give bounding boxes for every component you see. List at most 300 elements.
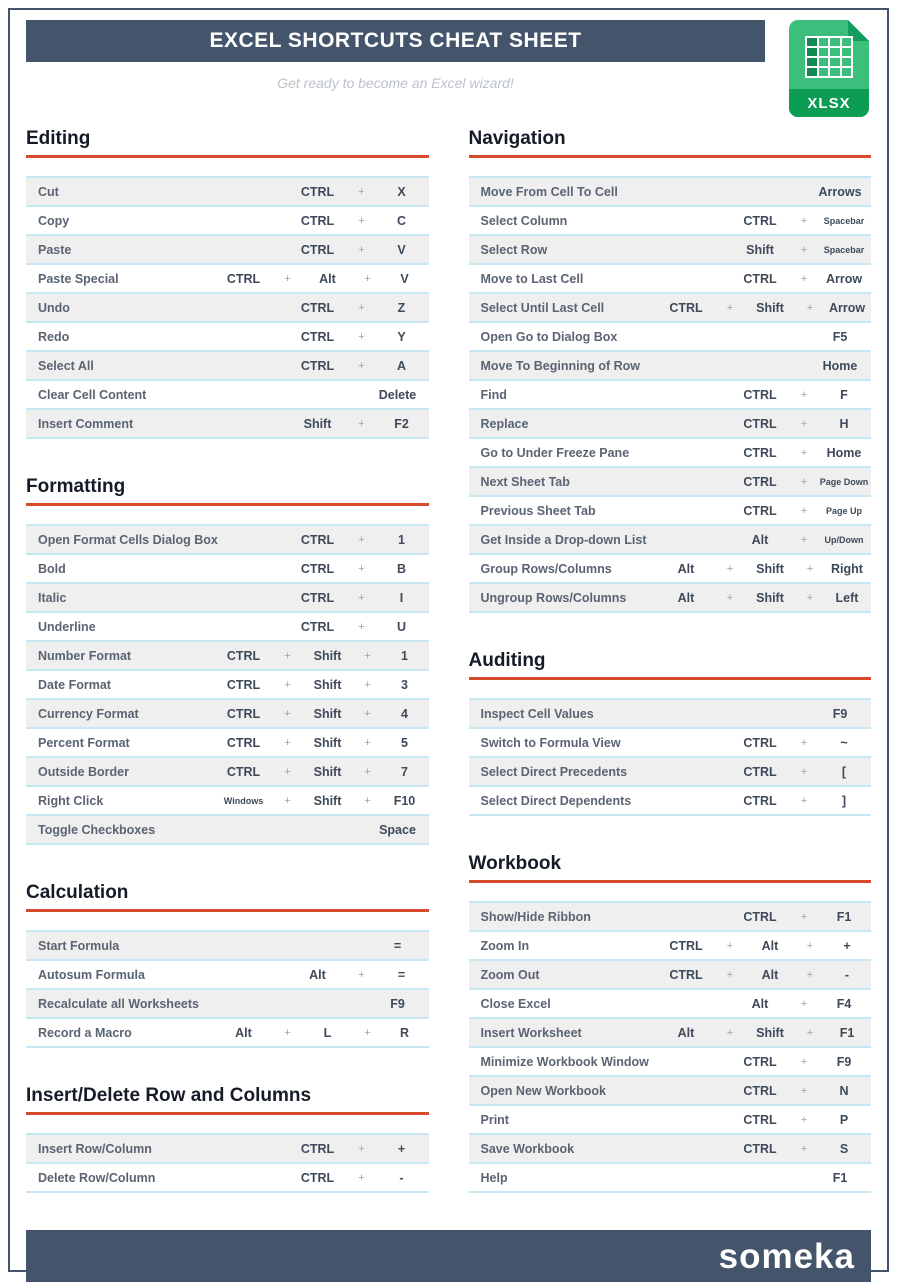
plus-separator: + — [806, 301, 814, 314]
shortcut-key: CTRL — [300, 300, 335, 315]
plus-separator: + — [806, 562, 814, 575]
shortcut-row — [469, 524, 872, 553]
shortcut-row — [469, 205, 872, 234]
section-title: Editing — [26, 128, 429, 158]
shortcut-key: Shift — [313, 764, 342, 779]
shortcut-key: CTRL — [226, 648, 261, 663]
shortcut-key: A — [396, 358, 407, 373]
shortcut-key: Shift — [313, 735, 342, 750]
shortcut-label: Select Direct Precedents — [480, 764, 628, 779]
shortcut-label: Close Excel — [480, 996, 551, 1011]
shortcut-table — [469, 901, 872, 1193]
shortcut-key: ~ — [840, 735, 848, 750]
section-insert-delete-row-and-columns — [26, 1085, 429, 1193]
shortcut-key: Shift — [756, 561, 784, 576]
shortcut-label: Previous Sheet Tab — [480, 503, 596, 518]
plus-separator: + — [284, 765, 291, 778]
shortcut-row — [469, 582, 872, 611]
shortcut-key: ] — [841, 793, 847, 808]
shortcut-key: Delete — [378, 387, 417, 402]
shortcut-key: B — [396, 561, 407, 576]
shortcut-key: Alt — [235, 1025, 252, 1040]
shortcut-label: Insert Comment — [38, 416, 134, 431]
shortcut-label: Select Row — [480, 242, 548, 257]
shortcut-row — [469, 553, 872, 582]
shortcut-row — [469, 437, 872, 466]
shortcut-label: Select Direct Dependents — [480, 793, 632, 808]
shortcut-row — [469, 727, 872, 756]
shortcut-label: Paste — [38, 242, 72, 257]
plus-separator: + — [800, 997, 808, 1010]
shortcut-key: 5 — [401, 735, 408, 750]
shortcut-key: CTRL — [743, 213, 777, 228]
shortcut-label: Right Click — [38, 793, 104, 808]
shortcut-key: CTRL — [743, 764, 777, 779]
shortcut-key: CTRL — [743, 1112, 777, 1127]
shortcut-key: 4 — [401, 706, 408, 721]
shortcut-key: Shift — [756, 1025, 784, 1040]
shortcut-row — [469, 698, 872, 727]
shortcut-table — [26, 524, 429, 845]
plus-separator: + — [284, 1026, 291, 1039]
shortcut-key: Shift — [313, 706, 342, 721]
shortcut-label: Toggle Checkboxes — [38, 822, 156, 837]
shortcut-key: F10 — [393, 793, 416, 808]
plus-separator: + — [726, 591, 734, 604]
shortcut-key: Alt — [309, 967, 326, 982]
section-navigation — [469, 128, 872, 613]
shortcut-label: Clear Cell Content — [38, 387, 147, 402]
shortcut-label: Go to Under Freeze Pane — [480, 445, 630, 460]
shortcut-key: Alt — [677, 590, 695, 605]
plus-separator: + — [358, 417, 365, 430]
shortcut-key: Shift — [756, 300, 784, 315]
shortcut-label: Save Workbook — [480, 1141, 575, 1156]
shortcut-label: Find — [480, 387, 507, 402]
spreadsheet-grid-icon — [805, 36, 853, 78]
shortcut-key: Arrows — [818, 184, 862, 199]
shortcut-key: CTRL — [743, 1083, 777, 1098]
page-title: EXCEL SHORTCUTS CHEAT SHEET — [209, 29, 582, 52]
shortcut-table — [26, 176, 429, 439]
shortcut-row — [469, 292, 872, 321]
shortcut-key: CTRL — [300, 242, 335, 257]
plus-separator: + — [358, 243, 365, 256]
shortcut-row — [26, 292, 429, 321]
shortcut-label: Redo — [38, 329, 70, 344]
shortcut-row — [469, 263, 872, 292]
page-subtitle: Get ready to become an Excel wizard! — [277, 75, 514, 91]
shortcut-key: CTRL — [300, 532, 335, 547]
plus-separator: + — [800, 243, 808, 256]
plus-separator: + — [358, 562, 365, 575]
shortcut-key: Left — [835, 590, 859, 605]
shortcut-row — [469, 466, 872, 495]
plus-separator: + — [364, 736, 371, 749]
plus-separator: + — [364, 794, 371, 807]
shortcut-key: Up/Down — [824, 534, 864, 545]
shortcut-label: Print — [480, 1112, 509, 1127]
shortcut-key: Spacebar — [823, 244, 865, 255]
shortcut-key: CTRL — [743, 1054, 777, 1069]
shortcut-key: CTRL — [300, 590, 335, 605]
plus-separator: + — [284, 794, 291, 807]
shortcut-key: L — [323, 1025, 332, 1040]
plus-separator: + — [800, 446, 808, 459]
shortcut-row — [26, 1133, 429, 1162]
shortcut-key: Spacebar — [823, 215, 865, 226]
shortcut-key: [ — [841, 764, 847, 779]
shortcut-key: Shift — [746, 242, 774, 257]
shortcut-key: CTRL — [300, 1170, 335, 1185]
shortcut-row — [26, 408, 429, 437]
plus-separator: + — [358, 359, 365, 372]
shortcut-label: Show/Hide Ribbon — [480, 909, 591, 924]
someka-logo: someka — [718, 1236, 855, 1276]
shortcut-label: Copy — [38, 213, 70, 228]
shortcut-row — [469, 930, 872, 959]
shortcut-row — [469, 321, 872, 350]
plus-separator: + — [358, 968, 365, 981]
shortcut-row — [26, 814, 429, 843]
shortcut-key: Right — [831, 561, 863, 576]
shortcut-label: Switch to Formula View — [480, 735, 621, 750]
shortcut-key: - — [844, 967, 850, 982]
shortcut-row — [26, 640, 429, 669]
shortcut-label: Get Inside a Drop-down List — [480, 532, 647, 547]
section-workbook — [469, 853, 872, 1193]
shortcut-key: V — [397, 242, 406, 257]
shortcut-label: Move to Last Cell — [480, 271, 584, 286]
shortcut-label: Ungroup Rows/Columns — [480, 590, 627, 605]
plus-separator: + — [800, 1113, 808, 1126]
shortcut-key: CTRL — [743, 474, 777, 489]
shortcut-label: Paste Special — [38, 271, 119, 286]
right-column — [469, 128, 872, 1230]
shortcut-key: Page Down — [819, 476, 869, 487]
shortcut-row — [469, 379, 872, 408]
shortcut-key: CTRL — [743, 735, 777, 750]
shortcut-key: N — [839, 1083, 849, 1098]
shortcut-row — [26, 321, 429, 350]
shortcut-key: Shift — [303, 416, 332, 431]
plus-separator: + — [358, 301, 365, 314]
plus-separator: + — [800, 214, 808, 227]
shortcut-row — [26, 785, 429, 814]
shortcut-row — [26, 959, 429, 988]
shortcut-key: R — [399, 1025, 410, 1040]
shortcut-key: I — [399, 590, 404, 605]
shortcut-row — [469, 1104, 872, 1133]
xlsx-badge — [789, 89, 869, 117]
shortcut-row — [26, 611, 429, 640]
shortcut-row — [469, 756, 872, 785]
plus-separator: + — [800, 504, 808, 517]
shortcut-key: Home — [822, 358, 858, 373]
plus-separator: + — [284, 272, 291, 285]
shortcut-key: C — [396, 213, 407, 228]
shortcut-key: CTRL — [743, 503, 777, 518]
section-title: Calculation — [26, 882, 429, 912]
shortcut-row — [469, 785, 872, 814]
shortcut-key: F1 — [832, 1170, 848, 1185]
shortcut-row — [469, 408, 872, 437]
shortcut-key: 1 — [401, 648, 408, 663]
plus-separator: + — [284, 649, 291, 662]
shortcut-label: Move To Beginning of Row — [480, 358, 640, 373]
section-title: Insert/Delete Row and Columns — [26, 1085, 429, 1115]
xlsx-badge-label: XLSX — [807, 94, 851, 112]
shortcut-key: F1 — [839, 1025, 855, 1040]
shortcut-row — [469, 176, 872, 205]
shortcut-row — [26, 263, 429, 292]
sections-columns — [26, 128, 871, 1230]
shortcut-label: Open Go to Dialog Box — [480, 329, 618, 344]
shortcut-key: P — [839, 1112, 849, 1127]
shortcut-label: Underline — [38, 619, 96, 634]
shortcut-row — [26, 524, 429, 553]
shortcut-label: Recalculate all Worksheets — [38, 996, 199, 1011]
plus-separator: + — [358, 1142, 365, 1155]
shortcut-row — [26, 698, 429, 727]
plus-separator: + — [364, 649, 371, 662]
section-title: Auditing — [469, 650, 872, 680]
shortcut-row — [26, 234, 429, 263]
section-title: Workbook — [469, 853, 872, 883]
shortcut-key: CTRL — [300, 184, 335, 199]
shortcut-label: Select All — [38, 358, 94, 373]
plus-separator: + — [284, 678, 291, 691]
plus-separator: + — [726, 939, 734, 952]
shortcut-label: Delete Row/Column — [38, 1170, 156, 1185]
shortcut-label: Minimize Workbook Window — [480, 1054, 649, 1069]
shortcut-key: Alt — [677, 1025, 695, 1040]
shortcut-label: Italic — [38, 590, 67, 605]
plus-separator: + — [364, 765, 371, 778]
section-auditing — [469, 650, 872, 816]
shortcut-row — [469, 495, 872, 524]
shortcut-row — [469, 988, 872, 1017]
plus-separator: + — [726, 562, 734, 575]
plus-separator: + — [364, 272, 371, 285]
shortcut-row — [26, 727, 429, 756]
shortcut-key: - — [399, 1170, 404, 1185]
shortcut-key: Windows — [223, 795, 264, 806]
plus-separator: + — [364, 678, 371, 691]
shortcut-key: = — [397, 967, 406, 982]
shortcut-key: CTRL — [226, 735, 261, 750]
shortcut-row — [26, 582, 429, 611]
shortcut-key: Arrow — [825, 271, 863, 286]
shortcut-label: Number Format — [38, 648, 132, 663]
shortcut-key: CTRL — [743, 909, 777, 924]
plus-separator: + — [358, 533, 365, 546]
shortcut-table — [26, 930, 429, 1048]
shortcut-label: Replace — [480, 416, 529, 431]
shortcut-row — [469, 1017, 872, 1046]
shortcut-key: Home — [826, 445, 862, 460]
shortcut-key: + — [397, 1141, 406, 1156]
shortcut-label: Autosum Formula — [38, 967, 145, 982]
shortcut-row — [469, 1162, 872, 1191]
plus-separator: + — [806, 1026, 814, 1039]
shortcut-key: 1 — [398, 532, 405, 547]
plus-separator: + — [800, 765, 808, 778]
shortcut-key: F — [840, 387, 848, 402]
plus-separator: + — [800, 1142, 808, 1155]
shortcut-key: Space — [379, 822, 416, 837]
shortcut-row — [469, 234, 872, 263]
shortcut-row — [26, 988, 429, 1017]
shortcut-key: CTRL — [743, 271, 777, 286]
shortcut-row — [469, 350, 872, 379]
shortcut-key: F2 — [394, 416, 409, 431]
shortcut-label: Select Column — [480, 213, 568, 228]
shortcut-key: CTRL — [300, 619, 335, 634]
plus-separator: + — [800, 910, 808, 923]
shortcut-row — [469, 959, 872, 988]
shortcut-key: CTRL — [669, 300, 703, 315]
plus-separator: + — [284, 707, 291, 720]
shortcut-key: 3 — [401, 677, 408, 692]
shortcut-row — [26, 1017, 429, 1046]
plus-separator: + — [358, 185, 365, 198]
shortcut-row — [469, 1075, 872, 1104]
shortcut-key: Shift — [756, 590, 784, 605]
shortcut-label: Insert Row/Column — [38, 1141, 152, 1156]
shortcut-key: S — [839, 1141, 849, 1156]
shortcut-key: CTRL — [300, 213, 335, 228]
shortcut-key: Shift — [313, 793, 342, 808]
shortcut-row — [469, 901, 872, 930]
title-banner — [26, 20, 765, 62]
shortcut-table — [469, 176, 872, 613]
shortcut-row — [26, 756, 429, 785]
plus-separator: + — [358, 330, 365, 343]
plus-separator: + — [364, 1026, 371, 1039]
plus-separator: + — [726, 301, 734, 314]
plus-separator: + — [800, 388, 808, 401]
plus-separator: + — [800, 794, 808, 807]
shortcut-label: Next Sheet Tab — [480, 474, 570, 489]
plus-separator: + — [358, 620, 365, 633]
shortcut-key: F4 — [836, 996, 852, 1011]
shortcut-key: CTRL — [743, 793, 777, 808]
plus-separator: + — [358, 1171, 365, 1184]
plus-separator: + — [364, 707, 371, 720]
shortcut-row — [26, 176, 429, 205]
shortcut-label: Zoom In — [480, 938, 530, 953]
shortcut-key: CTRL — [226, 706, 261, 721]
plus-separator: + — [726, 968, 734, 981]
shortcut-key: CTRL — [669, 938, 703, 953]
shortcut-key: = — [393, 938, 402, 953]
shortcut-key: F5 — [832, 329, 848, 344]
shortcut-label: Group Rows/Columns — [480, 561, 612, 576]
shortcut-label: Start Formula — [38, 938, 120, 953]
shortcut-key: Y — [397, 329, 406, 344]
shortcut-key: CTRL — [226, 271, 261, 286]
shortcut-label: Record a Macro — [38, 1025, 132, 1040]
shortcut-key: + — [843, 938, 851, 953]
shortcut-key: Alt — [677, 561, 695, 576]
plus-separator: + — [800, 1084, 808, 1097]
shortcut-row — [26, 669, 429, 698]
shortcut-table — [26, 1133, 429, 1193]
shortcut-label: Undo — [38, 300, 70, 315]
shortcut-key: CTRL — [300, 1141, 335, 1156]
shortcut-label: Cut — [38, 184, 59, 199]
shortcut-key: CTRL — [300, 358, 335, 373]
shortcut-key: CTRL — [300, 561, 335, 576]
shortcut-label: Percent Format — [38, 735, 130, 750]
shortcut-table — [469, 698, 872, 816]
header — [26, 20, 871, 120]
shortcut-key: F9 — [390, 996, 405, 1011]
shortcut-key: X — [397, 184, 406, 199]
shortcut-row — [469, 1046, 872, 1075]
shortcut-key: H — [839, 416, 849, 431]
shortcut-label: Outside Border — [38, 764, 129, 779]
shortcut-row — [469, 1133, 872, 1162]
plus-separator: + — [800, 736, 808, 749]
shortcut-label: Move From Cell To Cell — [480, 184, 618, 199]
plus-separator: + — [800, 475, 808, 488]
shortcut-key: CTRL — [226, 677, 261, 692]
shortcut-key: CTRL — [743, 1141, 777, 1156]
shortcut-key: CTRL — [743, 416, 777, 431]
plus-separator: + — [806, 968, 814, 981]
shortcut-key: CTRL — [226, 764, 261, 779]
shortcut-label: Currency Format — [38, 706, 139, 721]
plus-separator: + — [358, 214, 365, 227]
plus-separator: + — [806, 591, 814, 604]
section-calculation — [26, 882, 429, 1048]
plus-separator: + — [806, 939, 814, 952]
plus-separator: + — [800, 417, 808, 430]
shortcut-key: Alt — [761, 967, 779, 982]
shortcut-key: 7 — [401, 764, 408, 779]
shortcut-row — [26, 930, 429, 959]
shortcut-key: V — [400, 271, 409, 286]
shortcut-key: Z — [397, 300, 406, 315]
shortcut-label: Open Format Cells Dialog Box — [38, 532, 218, 547]
shortcut-row — [26, 379, 429, 408]
shortcut-label: Help — [480, 1170, 508, 1185]
plus-separator: + — [358, 591, 365, 604]
shortcut-key: Alt — [319, 271, 336, 286]
shortcut-row — [26, 205, 429, 234]
shortcut-row — [26, 1162, 429, 1191]
left-column — [26, 128, 429, 1230]
shortcut-key: Alt — [751, 532, 769, 547]
plus-separator: + — [726, 1026, 734, 1039]
shortcut-label: Bold — [38, 561, 66, 576]
shortcut-key: CTRL — [743, 445, 777, 460]
shortcut-key: F1 — [836, 909, 852, 924]
section-editing — [26, 128, 429, 439]
xlsx-file-icon — [789, 20, 869, 117]
shortcut-key: Arrow — [828, 300, 866, 315]
shortcut-key: F9 — [832, 706, 848, 721]
shortcut-label: Insert Worksheet — [480, 1025, 582, 1040]
section-formatting — [26, 476, 429, 845]
plus-separator: + — [800, 272, 808, 285]
shortcut-label: Date Format — [38, 677, 111, 692]
shortcut-row — [26, 553, 429, 582]
plus-separator: + — [284, 736, 291, 749]
shortcut-key: Page Up — [825, 505, 862, 516]
